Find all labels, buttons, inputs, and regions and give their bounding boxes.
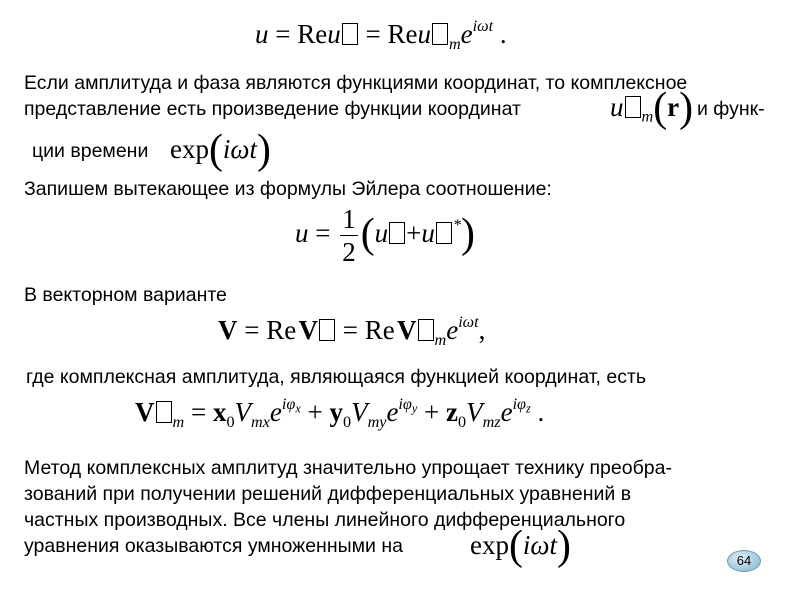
unit-vector-z: z	[446, 397, 458, 428]
subscript-zero: 0	[457, 412, 467, 431]
open-paren: (	[508, 523, 523, 569]
exponent-phase-y: iφy	[398, 395, 418, 416]
paragraph-1-line-1: Если амплитуда и фаза являются функциями координат, то комплексное	[24, 72, 688, 94]
equation-euler-half-sum	[295, 206, 475, 266]
exponent-base-e: e	[269, 397, 282, 428]
subscript-zero: 0	[342, 412, 352, 431]
close-paren: )	[679, 85, 694, 131]
vector-v-complex: V	[298, 315, 318, 346]
equation-complex-representation	[255, 18, 507, 52]
real-part-operator: Re	[387, 19, 418, 50]
subscript-mz: mz	[482, 412, 501, 431]
subscript-mx: mx	[251, 412, 270, 431]
open-paren: (	[208, 127, 223, 173]
paragraph-1-line-2-tail: и функ-	[697, 98, 765, 120]
equation-um-r	[610, 85, 694, 131]
real-part-operator: Re	[297, 19, 328, 50]
paragraph-1-line-3: ции времени	[32, 140, 149, 162]
real-part-operator: Re	[266, 315, 297, 346]
subscript-m: m	[434, 330, 447, 349]
equation-exp-iwt	[170, 127, 271, 173]
accent-box	[389, 222, 405, 244]
equation-complex-amplitude	[135, 396, 544, 430]
exp-function: exp	[470, 529, 509, 560]
variable-u-complex: u	[374, 218, 389, 249]
equals-sign: =	[315, 218, 331, 249]
paragraph-2: Запишем вытекающее из формулы Эйлера соотношение:	[24, 178, 552, 200]
vector-v: V	[218, 315, 238, 346]
amplitude-v: V	[234, 397, 252, 428]
plus-sign: +	[424, 397, 440, 428]
i-omega: iω	[222, 133, 250, 164]
variable-t: t	[249, 133, 258, 164]
subscript-my: my	[367, 412, 387, 431]
plus-sign: +	[406, 218, 422, 249]
unit-vector-y: y	[329, 397, 343, 428]
paragraph-3: В векторном варианте	[24, 284, 227, 306]
unit-vector-x: x	[212, 397, 227, 428]
paragraph-5-line-2: зований при получении решений дифференциальных уравнений в	[24, 483, 632, 505]
accent-box	[156, 401, 172, 423]
variable-u: u	[255, 19, 269, 50]
open-paren: (	[360, 211, 375, 258]
variable-u-complex: u	[327, 19, 341, 50]
real-part-operator: Re	[364, 315, 395, 346]
equals-sign: =	[342, 315, 358, 346]
vector-v-complex: V	[397, 315, 417, 346]
plus-sign: +	[307, 397, 323, 428]
page-number-badge: 64	[727, 550, 761, 572]
paragraph-5-line-3: частных производных. Все члены линейного дифференциального	[24, 509, 626, 531]
subscript-m: m	[641, 107, 654, 126]
variable-u: u	[295, 218, 309, 249]
i-omega: iω	[522, 529, 550, 560]
variable-t: t	[549, 529, 558, 560]
exponent-base-e: e	[446, 315, 459, 346]
equals-sign: =	[275, 19, 291, 50]
exponent-base-e: e	[386, 397, 399, 428]
subscript-m: m	[172, 412, 185, 431]
open-paren: (	[653, 85, 668, 131]
paragraph-1-line-2: представление есть произведение функции координат	[24, 98, 521, 120]
period: .	[537, 397, 545, 428]
exponent-iwt: iωt	[458, 313, 479, 331]
fraction-one-half	[340, 206, 358, 266]
variable-u-conjugate: u	[421, 218, 435, 249]
period: .	[499, 19, 507, 50]
accent-box	[319, 319, 335, 341]
conjugate-star: *	[452, 216, 461, 235]
variable-u: u	[610, 91, 624, 122]
vector-r: r	[667, 91, 680, 122]
close-paren: )	[461, 211, 475, 258]
vector-v-complex: V	[135, 397, 155, 428]
accent-box	[418, 319, 434, 341]
close-paren: )	[257, 127, 271, 173]
accent-box	[432, 23, 448, 45]
exponent-phase-z: iφz	[512, 395, 531, 416]
equals-sign: =	[190, 397, 207, 428]
equals-sign: =	[244, 315, 260, 346]
exponent-base-e: e	[460, 19, 473, 50]
paragraph-5-line-4: уравнения оказываются умноженными на	[24, 535, 403, 557]
exp-function: exp	[170, 133, 209, 164]
paragraph-5-line-1: Метод комплексных амплитуд значительно упрощает технику преобра-	[24, 457, 672, 479]
close-paren: )	[557, 523, 571, 569]
subscript-m: m	[448, 34, 461, 53]
comma: ,	[478, 315, 486, 346]
amplitude-v: V	[351, 397, 368, 428]
equals-sign: =	[365, 19, 381, 50]
equation-vector-representation	[218, 314, 485, 348]
exponent-phase-x: iφx	[281, 395, 301, 416]
accent-box	[625, 96, 641, 118]
subscript-zero: 0	[226, 412, 235, 431]
paragraph-4: где комплексная амплитуда, являющаяся функцией координат, есть	[26, 366, 647, 388]
exponent-base-e: e	[500, 397, 513, 428]
accent-box	[436, 222, 452, 244]
equation-exp-iwt-final	[470, 523, 571, 569]
accent-box	[342, 23, 358, 45]
variable-u-complex: u	[417, 19, 431, 50]
denominator: 2	[342, 237, 356, 267]
amplitude-v: V	[466, 397, 483, 428]
exponent-iwt: iωt	[472, 17, 494, 35]
numerator: 1	[342, 204, 356, 234]
